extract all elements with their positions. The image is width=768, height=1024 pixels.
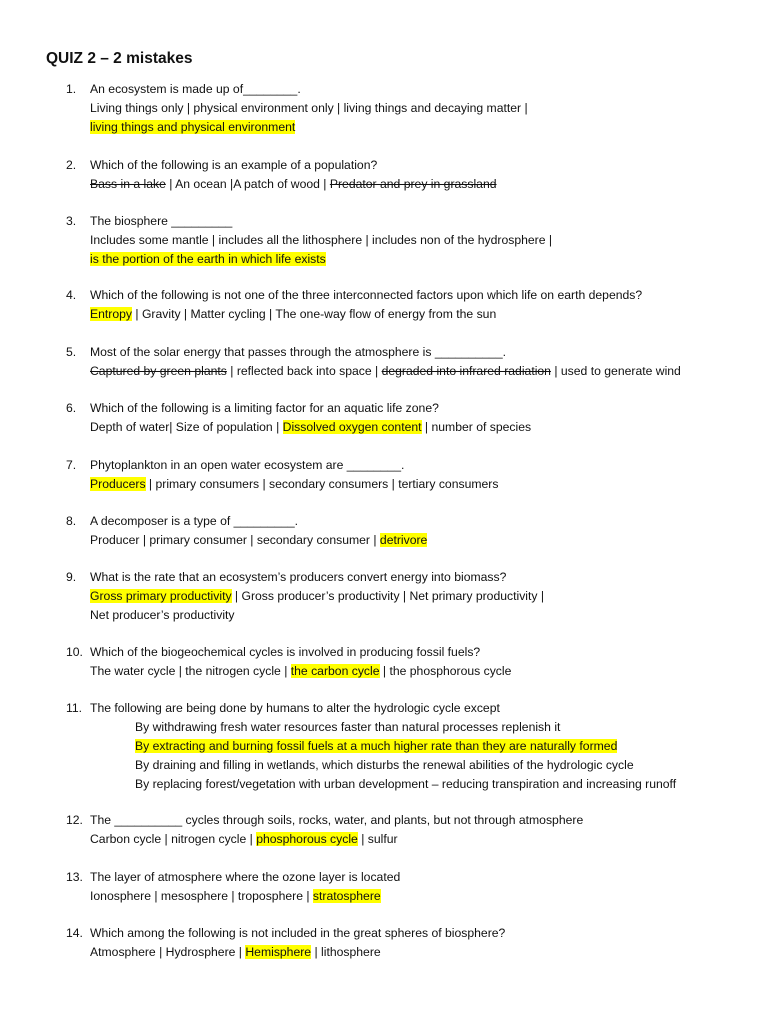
highlighted-answer: By extracting and burning fossil fuels at a much higher rate than they are naturally formed [135, 739, 618, 753]
text-segment: The __________ cycles through soils, rocks, water, and plants, but not through atmosphere [90, 813, 584, 827]
question-number: 9. [66, 570, 77, 584]
answer-options-line [90, 662, 511, 681]
question-number: 6. [66, 401, 77, 415]
answer-options-line [90, 943, 381, 962]
question-number: 5. [66, 345, 77, 359]
answer-options-line [90, 231, 552, 250]
highlighted-answer: is the portion of the earth in which life exists [90, 252, 326, 266]
struck-out-option: Captured by green plants [90, 364, 227, 378]
question-number: 3. [66, 214, 77, 228]
text-segment: | number of species [421, 420, 532, 434]
question-text [90, 156, 377, 175]
text-segment: | Gross producer’s productivity | Net primary productivity | [231, 589, 545, 603]
answer-options-line [90, 587, 544, 606]
answer-options-line [135, 737, 617, 756]
text-segment: | sulfur [357, 832, 398, 846]
question-text [90, 868, 400, 887]
highlighted-answer: stratosphere [312, 889, 381, 903]
question-text [90, 399, 439, 418]
question-text [90, 456, 404, 475]
answer-options-line [135, 756, 634, 775]
text-segment: | used to generate wind [550, 364, 681, 378]
text-segment: By draining and filling in wetlands, which disturbs the renewal abilities of the hydrologic cycle [135, 758, 634, 772]
question-text [90, 568, 506, 587]
highlighted-answer: Hemisphere [245, 945, 312, 959]
text-segment: Which of the biogeochemical cycles is involved in producing fossil fuels? [90, 645, 481, 659]
question-text [90, 343, 506, 362]
answer-options-line [90, 475, 498, 494]
question-number: 2. [66, 158, 77, 172]
answer-options-line [90, 531, 427, 550]
text-segment: The layer of atmosphere where the ozone layer is located [90, 870, 401, 884]
highlighted-answer: the carbon cycle [290, 664, 380, 678]
text-segment: The biosphere _________ [90, 214, 233, 228]
text-segment: Includes some mantle | includes all the lithosphere | includes non of the hydrosphere | [90, 233, 553, 247]
text-segment: By replacing forest/vegetation with urban development – reducing transpiration and increasing runoff [135, 777, 677, 791]
text-segment: Ionosphere | mesosphere | troposphere | [90, 889, 313, 903]
question-text [90, 212, 232, 231]
question-text [90, 924, 505, 943]
text-segment: The water cycle | the nitrogen cycle | [90, 664, 291, 678]
question-number: 12. [66, 813, 83, 827]
text-segment: Most of the solar energy that passes through the atmosphere is __________. [90, 345, 506, 359]
answer-options-line [90, 118, 295, 137]
struck-out-option: Predator and prey in grassland [329, 177, 497, 191]
text-segment: Which of the following is a limiting factor for an aquatic life zone? [90, 401, 439, 415]
text-segment: | the phosphorous cycle [379, 664, 512, 678]
highlighted-answer: phosphorous cycle [256, 832, 358, 846]
text-segment: The following are being done by humans to alter the hydrologic cycle except [90, 701, 500, 715]
struck-out-option: Bass in a lake [90, 177, 166, 191]
text-segment: Which of the following is an example of a population? [90, 158, 378, 172]
text-segment: Depth of water| Size of population | [90, 420, 283, 434]
question-number: 13. [66, 870, 83, 884]
page-title: QUIZ 2 – 2 mistakes [46, 50, 193, 67]
answer-options-line [90, 887, 381, 906]
question-number: 4. [66, 288, 77, 302]
question-text [90, 643, 480, 662]
text-segment: | An ocean |A patch of wood | [165, 177, 330, 191]
text-segment: Living things only | physical environment only | living things and decaying matter | [90, 101, 528, 115]
highlighted-answer: living things and physical environment [90, 120, 296, 134]
highlighted-answer: detrivore [379, 533, 428, 547]
question-text [90, 699, 500, 718]
text-segment: Carbon cycle | nitrogen cycle | [90, 832, 257, 846]
answer-options-line [135, 775, 676, 794]
text-segment: Net producer’s productivity [90, 608, 235, 622]
answer-options-line [90, 305, 496, 324]
answer-options-line [90, 606, 235, 625]
answer-options-line [90, 830, 398, 849]
question-number: 10. [66, 645, 83, 659]
question-number: 11. [66, 701, 83, 715]
question-number: 1. [66, 82, 77, 96]
text-segment: An ecosystem is made up of________. [90, 82, 301, 96]
highlighted-answer: Entropy [90, 307, 133, 321]
answer-options-line [90, 250, 326, 269]
answer-options-line [90, 175, 497, 194]
highlighted-answer: Dissolved oxygen content [282, 420, 422, 434]
text-segment: | reflected back into space | [226, 364, 382, 378]
question-number: 8. [66, 514, 77, 528]
text-segment: What is the rate that an ecosystem’s producers convert energy into biomass? [90, 570, 507, 584]
text-segment: Phytoplankton in an open water ecosystem are ________. [90, 458, 405, 472]
text-segment: Which among the following is not included in the great spheres of biosphere? [90, 926, 506, 940]
question-text [90, 80, 301, 99]
question-number: 7. [66, 458, 77, 472]
answer-options-line [90, 362, 681, 381]
text-segment: Producer | primary consumer | secondary consumer | [90, 533, 380, 547]
question-text [90, 811, 583, 830]
highlighted-answer: Producers [90, 477, 146, 491]
question-text [90, 286, 642, 305]
answer-options-line [90, 418, 531, 437]
text-segment: A decomposer is a type of _________. [90, 514, 299, 528]
text-segment: By withdrawing fresh water resources faster than natural processes replenish it [135, 720, 561, 734]
text-segment: | primary consumers | secondary consumers | tertiary consumers [145, 477, 499, 491]
question-number: 14. [66, 926, 83, 940]
answer-options-line [90, 99, 528, 118]
struck-out-option: degraded into infrared radiation [381, 364, 551, 378]
answer-options-line [135, 718, 560, 737]
text-segment: | lithosphere [311, 945, 381, 959]
text-segment: | Gravity | Matter cycling | The one-way flow of energy from the sun [132, 307, 497, 321]
text-segment: Which of the following is not one of the three interconnected factors upon which life on earth depends? [90, 288, 643, 302]
text-segment: Atmosphere | Hydrosphere | [90, 945, 246, 959]
question-text [90, 512, 298, 531]
highlighted-answer: Gross primary productivity [90, 589, 232, 603]
